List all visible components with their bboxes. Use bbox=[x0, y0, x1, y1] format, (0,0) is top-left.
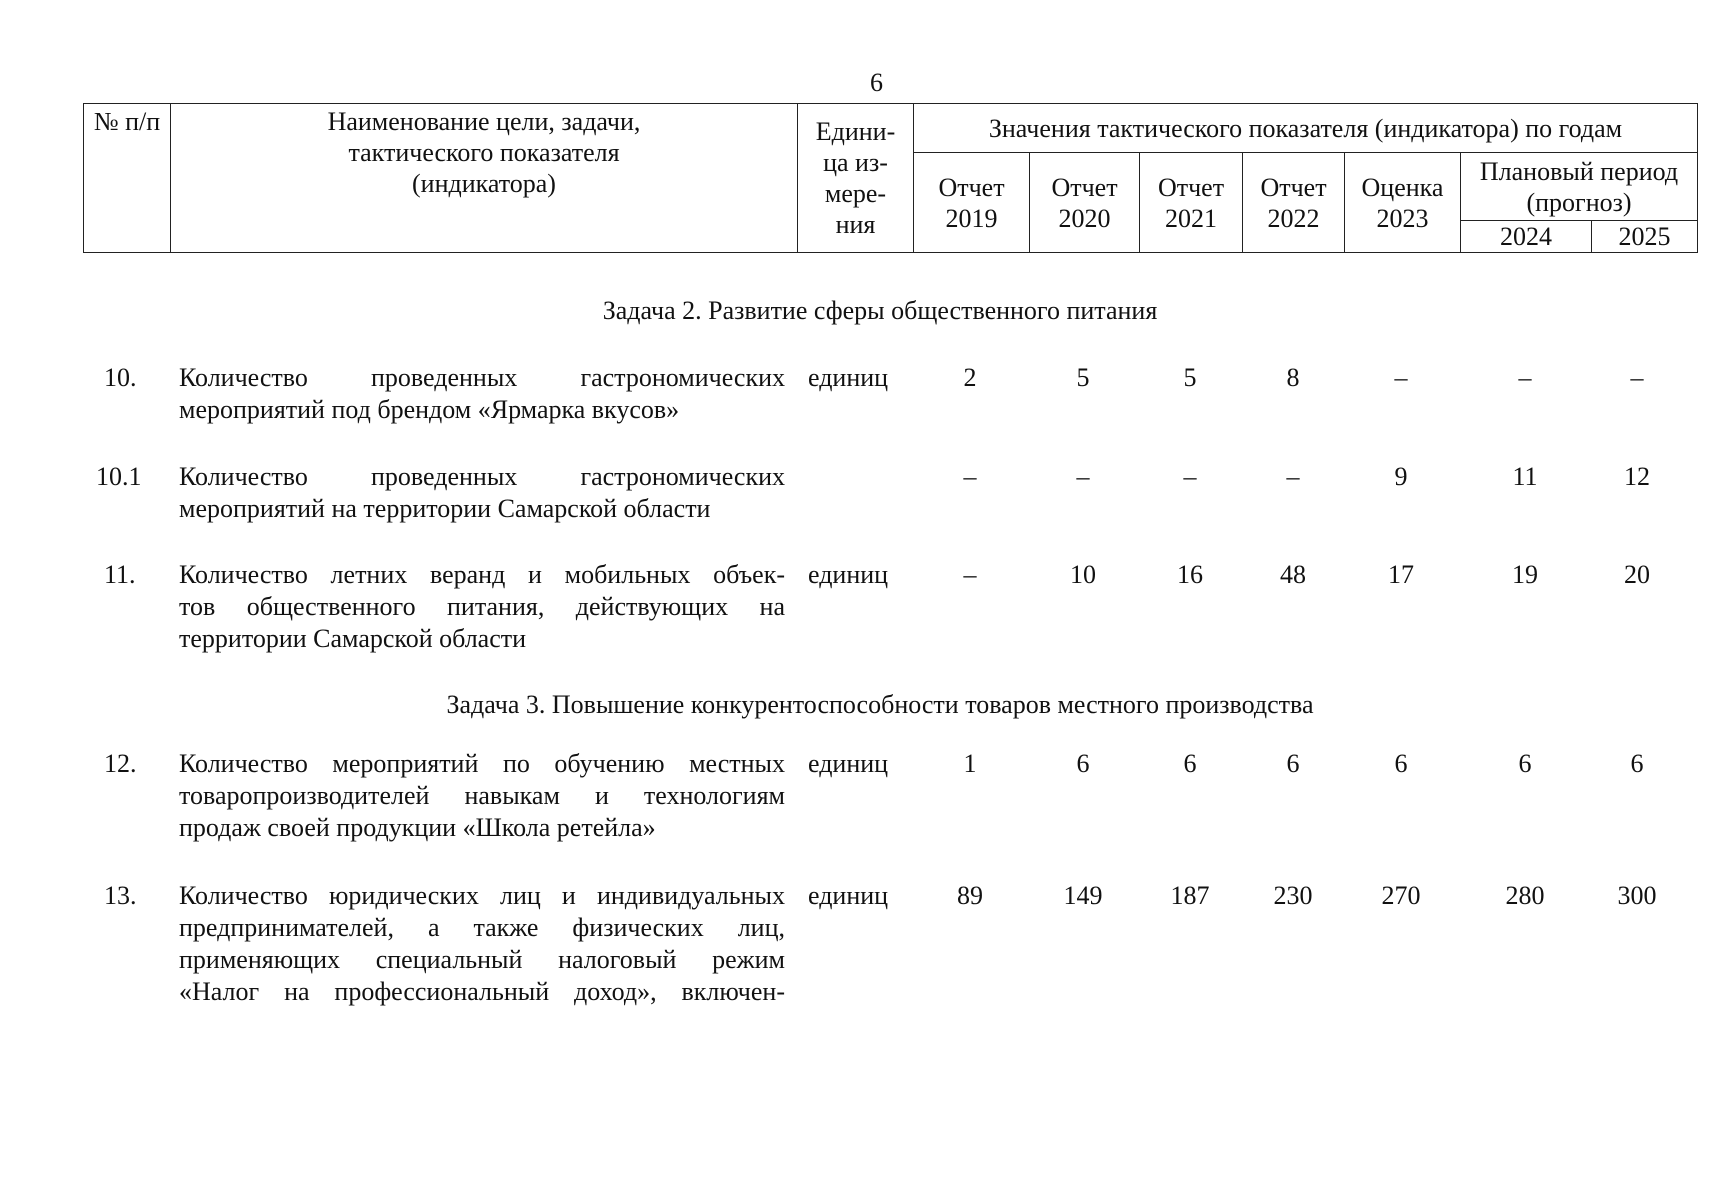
header-2021: Отчет 2021 bbox=[1140, 153, 1243, 253]
header-2022: Отчет 2022 bbox=[1243, 153, 1345, 253]
value-2019: 1 bbox=[963, 749, 977, 778]
value-2022: 8 bbox=[1286, 363, 1300, 392]
value-2021: 187 bbox=[1170, 881, 1210, 910]
row-name: Количество летних веранд и мобильных объек- тов общественного питания, действующих на территории Самарской области bbox=[179, 560, 785, 653]
value-2020: 6 bbox=[1076, 749, 1090, 778]
value-2020: 10 bbox=[1070, 560, 1096, 589]
value-2025: 6 bbox=[1630, 749, 1644, 778]
value-2025: 300 bbox=[1617, 881, 1657, 910]
value-2019: 2 bbox=[963, 363, 977, 392]
row-name: Количество проведенных гастрономических мероприятий на территории Самарской области bbox=[179, 462, 785, 523]
value-2023: 6 bbox=[1394, 749, 1408, 778]
value-2025: – bbox=[1630, 363, 1644, 392]
task-3-heading: Задача 3. Повышение конкурентоспособности товаров местного производства bbox=[446, 690, 1314, 719]
header-2020: Отчет 2020 bbox=[1030, 153, 1140, 253]
value-2024: 19 bbox=[1512, 560, 1538, 589]
value-2023: – bbox=[1394, 363, 1408, 392]
row-unit: единиц bbox=[808, 363, 889, 392]
header-num: № п/п bbox=[84, 104, 171, 253]
row-unit: единиц bbox=[808, 881, 889, 910]
value-2024: 11 bbox=[1512, 462, 1538, 491]
header-values-title: Значения тактического показателя (индикатора) по годам bbox=[914, 104, 1698, 153]
header-table bbox=[83, 103, 1698, 253]
value-2024: 280 bbox=[1505, 881, 1545, 910]
value-2022: 48 bbox=[1280, 560, 1306, 589]
row-name: Количество юридических лиц и индивидуальных предпринимателей, а также физических лиц, применяющих специальный налоговый режим «Налог на профессиональный доход», включен- bbox=[179, 881, 785, 1006]
header-2019: Отчет 2019 bbox=[914, 153, 1030, 253]
value-2021: 6 bbox=[1183, 749, 1197, 778]
value-2025: 12 bbox=[1624, 462, 1650, 491]
value-2022: – bbox=[1286, 462, 1300, 491]
value-2020: – bbox=[1076, 462, 1090, 491]
row-name: Количество проведенных гастрономических мероприятий под брендом «Ярмарка вкусов» bbox=[179, 363, 785, 424]
value-2021: – bbox=[1183, 462, 1197, 491]
value-2021: 16 bbox=[1177, 560, 1203, 589]
row-unit: единиц bbox=[808, 560, 889, 589]
value-2019: – bbox=[963, 462, 977, 491]
row-name: Количество мероприятий по обучению местных товаропроизводителей навыкам и технологиям продаж своей продукции «Школа ретейла» bbox=[179, 749, 785, 842]
value-2023: 270 bbox=[1381, 881, 1421, 910]
task-2-heading: Задача 2. Развитие сферы общественного питания bbox=[602, 296, 1158, 325]
row-number: 10. bbox=[104, 363, 137, 392]
row-number: 11. bbox=[104, 560, 136, 589]
value-2019: – bbox=[963, 560, 977, 589]
value-2020: 149 bbox=[1063, 881, 1103, 910]
row-number: 12. bbox=[104, 749, 137, 778]
row-number: 13. bbox=[104, 881, 137, 910]
value-2022: 6 bbox=[1286, 749, 1300, 778]
page-number: 6 bbox=[870, 68, 883, 97]
value-2023: 17 bbox=[1388, 560, 1414, 589]
value-2024: 6 bbox=[1518, 749, 1532, 778]
header-2023: Оценка 2023 bbox=[1345, 153, 1461, 253]
value-2025: 20 bbox=[1624, 560, 1650, 589]
header-2025: 2025 bbox=[1592, 221, 1698, 253]
value-2020: 5 bbox=[1076, 363, 1090, 392]
value-2024: – bbox=[1518, 363, 1532, 392]
value-2021: 5 bbox=[1183, 363, 1197, 392]
value-2019: 89 bbox=[957, 881, 983, 910]
value-2023: 9 bbox=[1394, 462, 1408, 491]
header-unit: Едини-ца из-мере-ния bbox=[798, 104, 914, 253]
header-name: Наименование цели, задачи, тактического показателя (индикатора) bbox=[171, 104, 798, 253]
row-unit: единиц bbox=[808, 749, 889, 778]
row-number: 10.1 bbox=[96, 462, 142, 491]
value-2022: 230 bbox=[1273, 881, 1313, 910]
header-planned: Плановый период (прогноз) bbox=[1461, 153, 1698, 221]
header-2024: 2024 bbox=[1461, 221, 1592, 253]
